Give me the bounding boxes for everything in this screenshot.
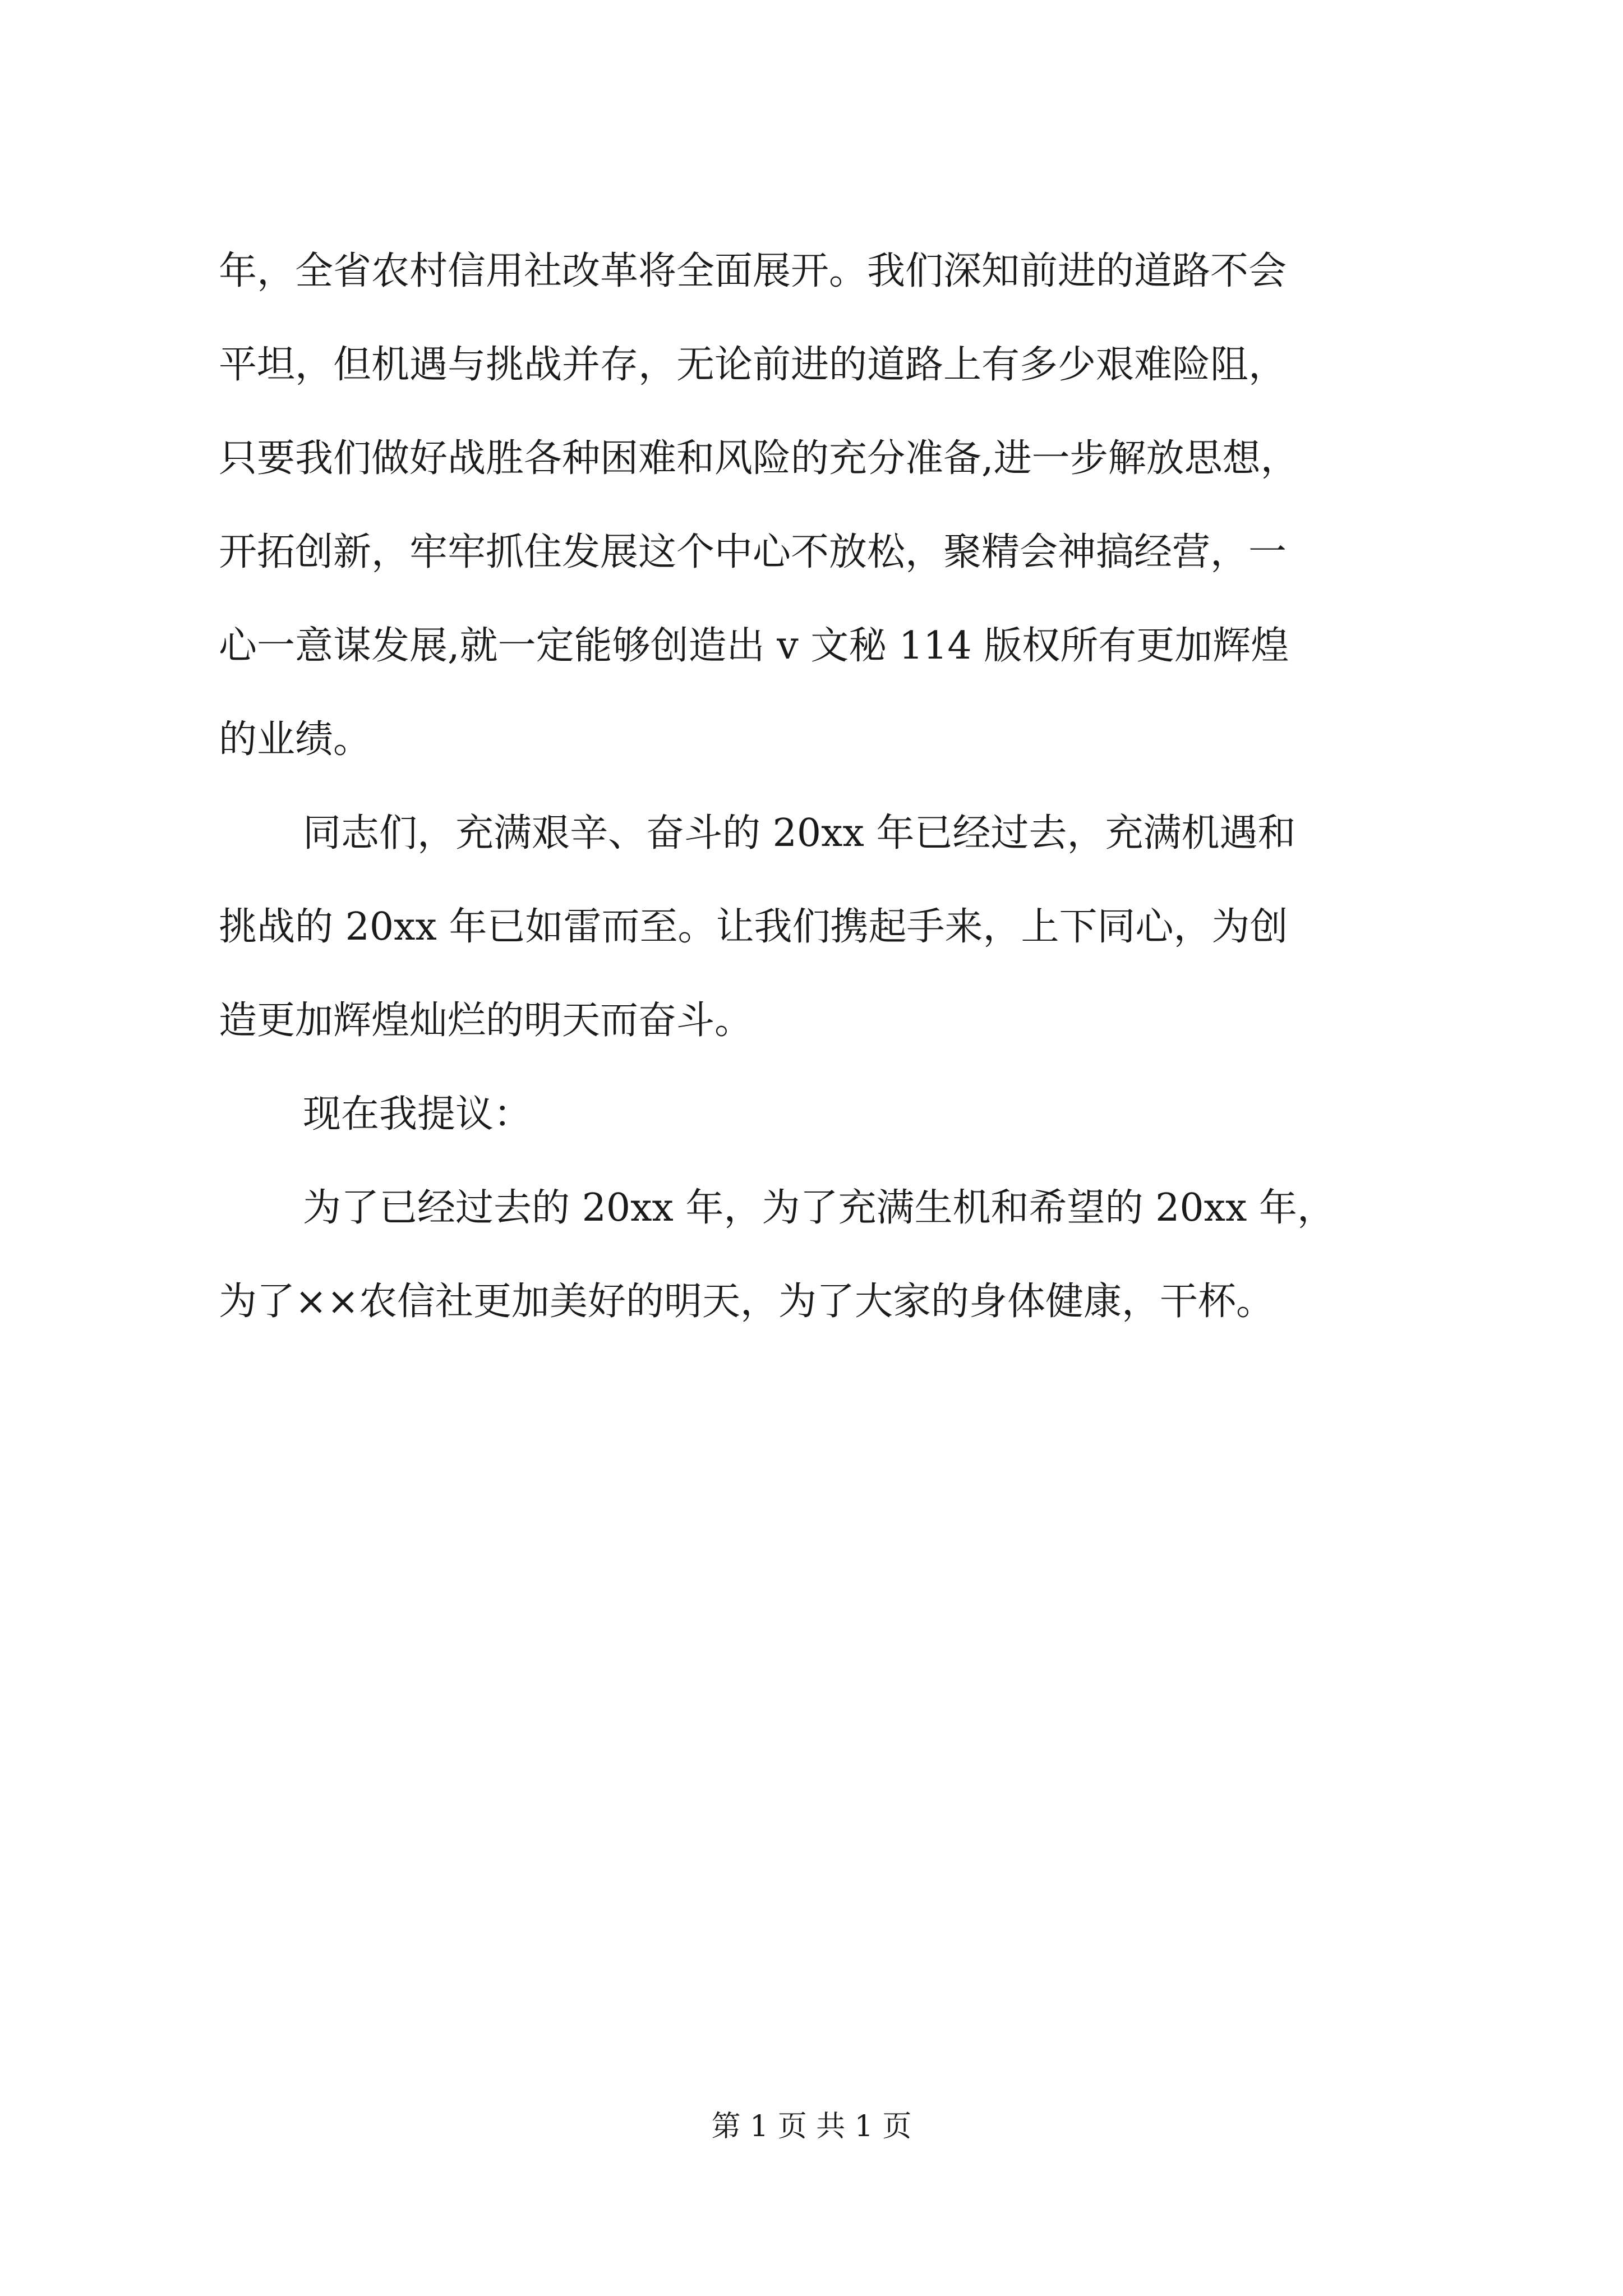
text-line: 为了××农信社更加美好的明天，为了大家的身体健康，干杯。 [219, 1280, 1274, 1324]
text-line: 挑战的 20xx 年已如雷而至。让我们携起手来，上下同心，为创 [219, 905, 1288, 949]
text-line: 平坦，但机遇与挑战并存，无论前进的道路上有多少艰难险阻， [219, 343, 1287, 387]
text-line: 造更加辉煌灿烂的明天而奋斗。 [219, 999, 753, 1043]
text-line: 的业绩。 [219, 717, 372, 762]
text-line: 开拓创新，牢牢抓住发展这个中心不放松，聚精会神搞经营，一 [219, 530, 1287, 574]
page-number: 第 1 页 共 1 页 [711, 2110, 912, 2143]
text-line: 只要我们做好战胜各种困难和风险的充分准备,进一步解放思想， [219, 436, 1299, 481]
text-line: 心一意谋发展,就一定能够创造出 v 文秘 114 版权所有更加辉煌 [219, 624, 1289, 668]
body-text [219, 249, 1481, 1377]
text-line: 为了已经过去的 20xx 年，为了充满生机和希望的 20xx 年， [303, 1186, 1335, 1230]
text-line: 同志们，充满艰辛、奋斗的 20xx 年已经过去，充满机遇和 [303, 811, 1296, 855]
text-line: 现在我提议： [303, 1092, 532, 1137]
text-line: 年，全省农村信用社改革将全面展开。我们深知前进的道路不会 [219, 249, 1287, 293]
